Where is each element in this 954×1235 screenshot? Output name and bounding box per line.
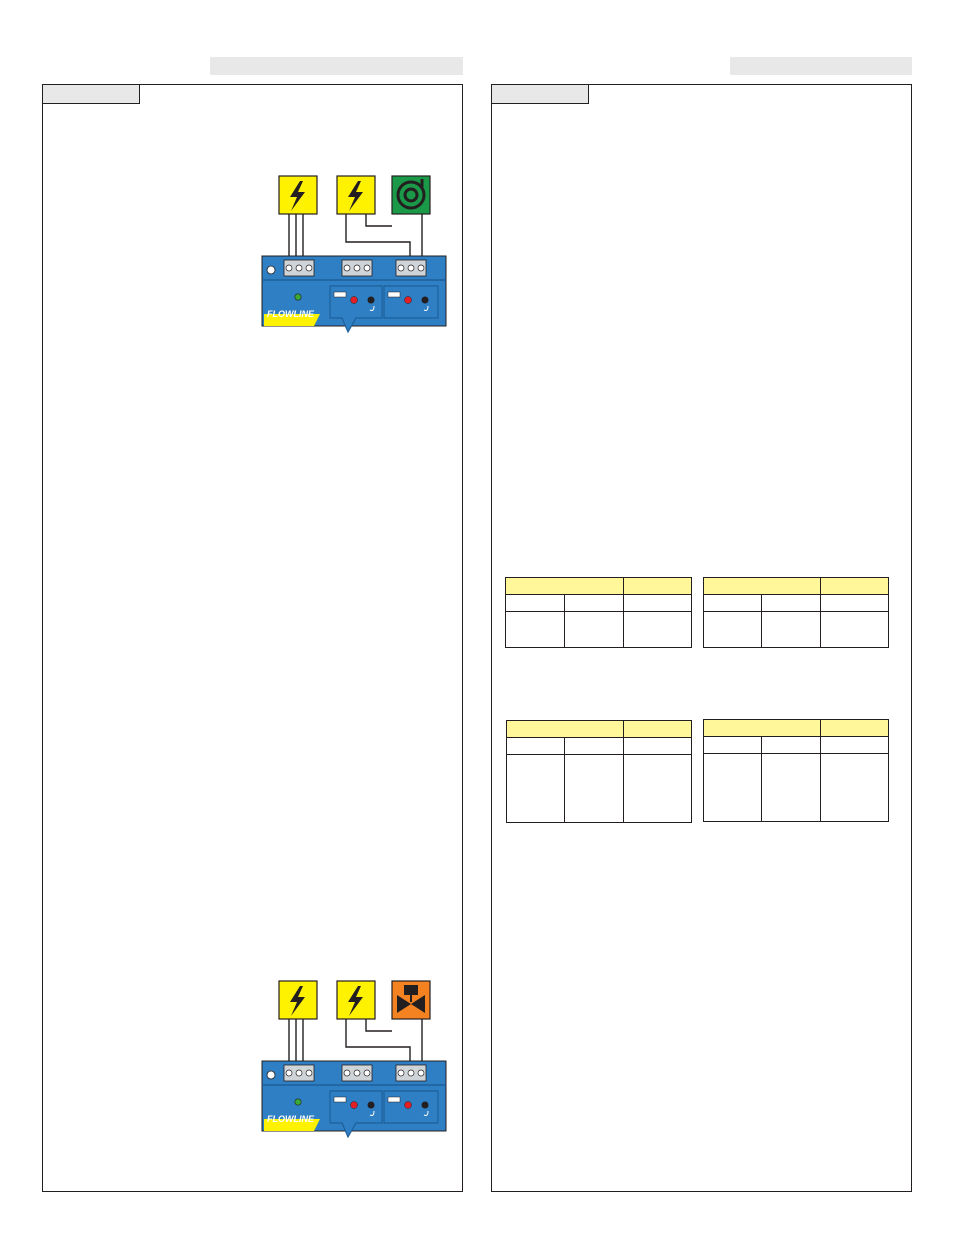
brand-logo: FLOWLINE	[267, 309, 314, 319]
table-subheader-cell	[820, 595, 888, 612]
table-cell	[762, 612, 820, 648]
relay-module	[262, 256, 446, 332]
table-subheader-cell	[565, 738, 623, 755]
table-subheader-cell	[704, 595, 762, 612]
relay-module	[262, 1061, 446, 1137]
brand-logo: FLOWLINE	[267, 1114, 314, 1124]
left-panel-tab	[42, 84, 140, 104]
table-header-cell	[704, 578, 821, 595]
table-cell	[565, 755, 623, 823]
table-header-cell	[624, 578, 692, 595]
table-cell	[624, 612, 692, 648]
right-header-bar	[730, 57, 912, 75]
wires	[289, 214, 422, 260]
table-subheader-cell	[820, 737, 888, 754]
table-subheader-cell	[506, 595, 565, 612]
table-subheader-cell	[507, 738, 565, 755]
table-cell	[704, 612, 762, 648]
table-bottom-left	[506, 720, 692, 823]
relay-wiring-valve-diagram	[258, 975, 450, 1141]
power-lightning-icon	[279, 176, 317, 214]
relay-led-red	[351, 297, 358, 304]
table-subheader-cell	[762, 737, 820, 754]
power-lightning-icon	[337, 981, 375, 1019]
table-cell	[507, 755, 565, 823]
table-top-left	[505, 577, 692, 648]
table-header-cell	[506, 578, 624, 595]
status-led-green	[295, 1099, 301, 1105]
table-header-cell	[623, 721, 691, 738]
table-bottom-right	[703, 719, 889, 822]
power-lightning-icon	[337, 176, 375, 214]
table-header-cell	[820, 720, 888, 737]
table-subheader-cell	[762, 595, 820, 612]
solenoid-valve-icon	[392, 981, 430, 1019]
table-cell	[565, 612, 624, 648]
table-header-cell	[704, 720, 821, 737]
table-subheader-cell	[623, 738, 691, 755]
status-led-green	[295, 294, 301, 300]
pump-icon	[392, 176, 430, 214]
left-header-bar	[210, 57, 463, 75]
table-top-right	[703, 577, 889, 648]
table-header-cell	[820, 578, 888, 595]
table-cell	[762, 754, 820, 822]
table-cell	[820, 612, 888, 648]
table-cell	[623, 755, 691, 823]
relay-wiring-pump-diagram	[258, 170, 450, 336]
table-cell	[820, 754, 888, 822]
relay-led-red	[351, 1102, 358, 1109]
table-cell	[506, 612, 565, 648]
table-cell	[704, 754, 762, 822]
table-subheader-cell	[624, 595, 692, 612]
table-header-cell	[507, 721, 624, 738]
table-subheader-cell	[704, 737, 762, 754]
table-row	[704, 612, 889, 648]
table-row	[704, 754, 889, 822]
power-lightning-icon	[279, 981, 317, 1019]
right-panel-tab	[491, 84, 589, 104]
table-subheader-cell	[565, 595, 624, 612]
table-row	[506, 612, 692, 648]
wires	[289, 1019, 422, 1065]
relay-led-red	[405, 1102, 412, 1109]
table-row	[507, 755, 692, 823]
relay-led-red	[405, 297, 412, 304]
